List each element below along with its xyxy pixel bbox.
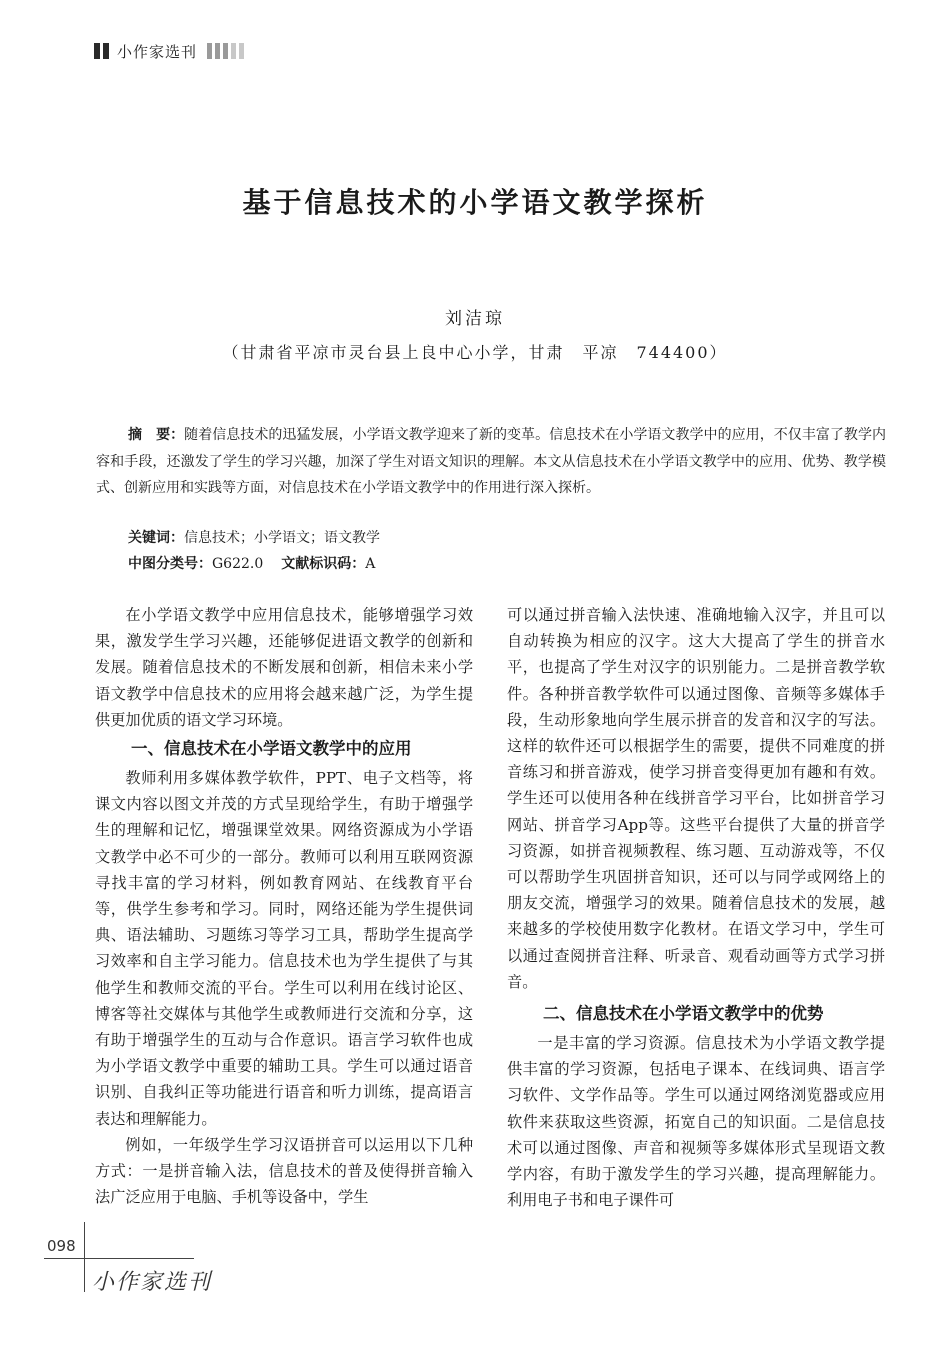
clc-label: 中图分类号： xyxy=(128,556,212,572)
paragraph: 一是丰富的学习资源。信息技术为小学语文教学提供丰富的学习资源，包括电子课本、在线词典、语言学习软件、文学作品等。学生可以通过网络浏览器或应用软件来获取这些资源，拓宽自己的知识面。二是信息技术可以通过图像、声音和视频等多媒体形式呈现语文教学内容，有助于激发学生的学习兴趣，提高理解能力。利用电子书和电子课件可 xyxy=(507,1034,885,1210)
clc-value: G622.0 xyxy=(212,556,264,572)
page-number: 098 xyxy=(47,1237,76,1255)
header-bars-right-decoration xyxy=(207,43,244,59)
body-column-right xyxy=(507,602,885,1213)
abstract-label: 摘 要： xyxy=(128,427,185,443)
author-name: 刘洁琼 xyxy=(445,309,505,329)
doc-code-label: 文献标识码： xyxy=(281,556,366,572)
footer-rule-vertical xyxy=(84,1222,85,1292)
classification-line xyxy=(128,553,375,573)
article-title: 基于信息技术的小学语文教学探析 xyxy=(242,186,708,219)
keywords-label: 关键词： xyxy=(128,530,184,546)
footer-rule-horizontal xyxy=(44,1258,194,1259)
paragraph: 例如，一年级学生学习汉语拼音可以运用以下几种方式：一是拼音输入法，信息技术的普及使得拼音输入法广泛应用于电脑、手机等设备中，学生 xyxy=(95,1135,473,1207)
header-bars-left-decoration xyxy=(94,43,109,59)
body-column-left xyxy=(95,602,473,1210)
doc-code-value: A xyxy=(365,556,376,572)
keywords-line xyxy=(128,527,380,547)
keywords-value: 信息技术；小学语文；语文教学 xyxy=(184,530,380,546)
journal-name: 小作家选刊 xyxy=(117,42,198,61)
abstract-text: 随着信息技术的迅猛发展，小学语文教学迎来了新的变革。信息技术在小学语文教学中的应用，不仅丰富了教学内容和手段，还激发了学生的学习兴趣，加深了学生对语文知识的理解。本文从信息技术在小学语文教学中的应用、优势、教学模式、创新应用和实践等方面，对信息技术在小学语文教学中的作用进行深入探析。 xyxy=(96,427,887,496)
paragraph: 教师利用多媒体教学软件，PPT、电子文档等，将课文内容以图文并茂的方式呈现给学生，有助于增强学生的理解和记忆，增强课堂效果。网络资源成为小学语文教学中必不可少的一部分。教师可以利用互联网资源寻找丰富的学习材料，例如教育网站、在线教育平台等，供学生参考和学习。同时，网络还能为学生提供词典、语法辅助、习题练习等学习工具，帮助学生提高学习效率和自主学习能力。信息技术也为学生提供了与其他学生和教师交流的平台。学生可以利用在线讨论区、博客等社交媒体与其他学生或教师进行交流和分享，这有助于增强学生的互动与合作意识。语言学习软件也成为小学语文教学中重要的辅助工具。学生可以通过语音识别、自我纠正等功能进行语音和听力训练，提高语言表达和理解能力。 xyxy=(95,769,473,1128)
section-heading-2: 二、信息技术在小学语文教学中的优势 xyxy=(543,1004,824,1024)
running-header xyxy=(94,40,244,62)
author-affiliation: （甘肃省平凉市灵台县上良中心小学，甘肃 平凉 744400） xyxy=(222,343,728,362)
paragraph-continued: 可以通过拼音输入法快速、准确地输入汉字，并且可以自动转换为相应的汉字。这大大提高了学生的拼音水平，也提高了学生对汉字的识别能力。二是拼音教学软件。各种拼音教学软件可以通过图像、音频等多媒体手段，生动形象地向学生展示拼音的发音和汉字的写法。这样的软件还可以根据学生的需要，提供不同难度的拼音练习和拼音游戏，使学习拼音变得更加有趣和有效。学生还可以使用各种在线拼音学习平台，比如拼音学习网站、拼音学习App等。这些平台提供了大量的拼音学习资源，如拼音视频教程、练习题、互动游戏等，不仅可以帮助学生巩固拼音知识，还可以与同学或网络上的朋友交流，增强学习的效果。随着信息技术的发展，越来越多的学校使用数字化教材。在语文学习中，学生可以通过查阅拼音注释、听录音、观看动画等方式学习拼音。 xyxy=(507,606,885,991)
abstract xyxy=(96,422,886,502)
paragraph: 在小学语文教学中应用信息技术，能够增强学习效果，激发学生学习兴趣，还能够促进语文教学的创新和发展。随着信息技术的不断发展和创新，相信未来小学语文教学中信息技术的应用将会越来越广泛，为学生提供更加优质的语文学习环境。 xyxy=(95,606,473,729)
footer-brand-logo: 小作家选刊 xyxy=(92,1270,213,1295)
section-heading-1: 一、信息技术在小学语文教学中的应用 xyxy=(131,739,412,759)
